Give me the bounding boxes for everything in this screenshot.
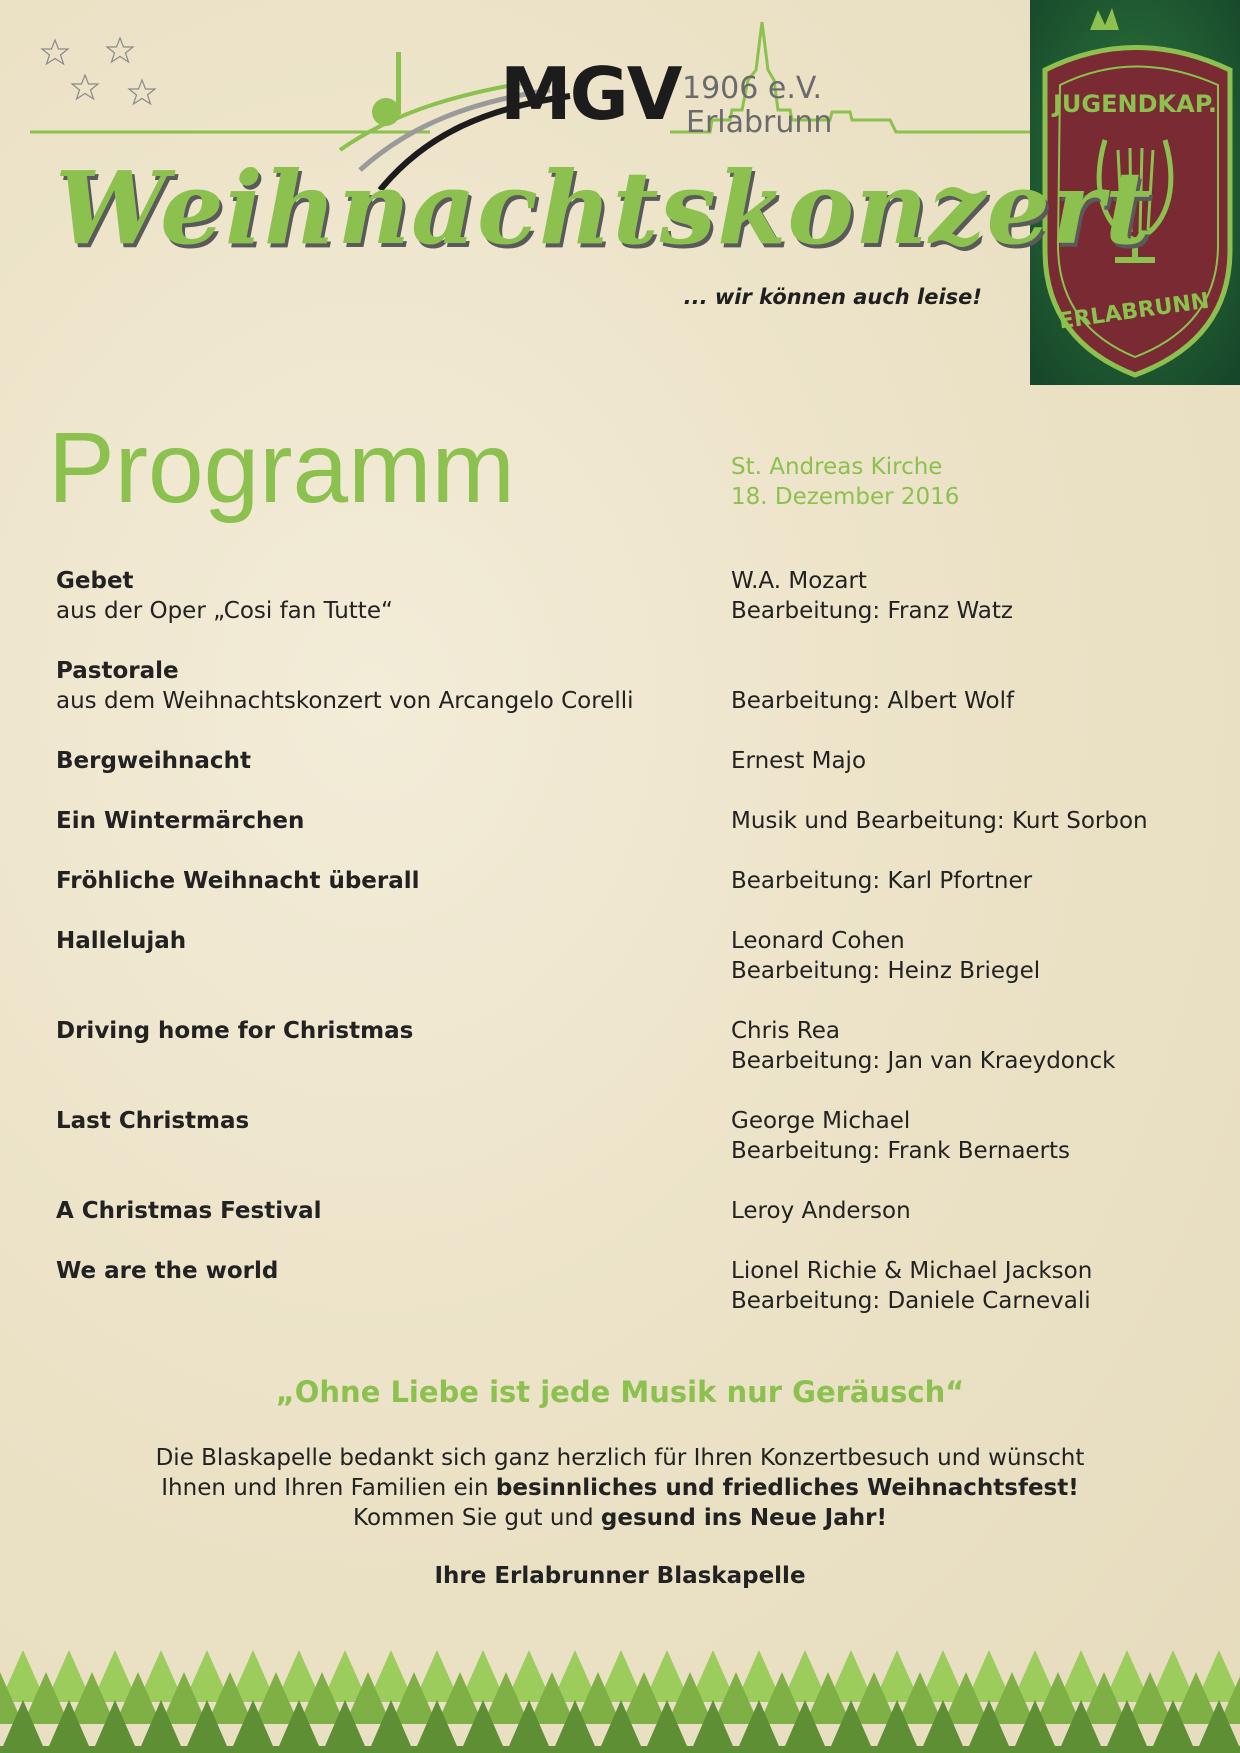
piece-subtitle: aus der Oper „Cosi fan Tutte“ bbox=[56, 598, 393, 624]
piece-title: Bergweihnacht bbox=[56, 748, 251, 774]
piece-composer: Ernest Majo bbox=[731, 748, 867, 774]
venue-name: St. Andreas Kirche bbox=[731, 454, 943, 480]
piece-composer: Bearbeitung: Karl Pfortner bbox=[731, 868, 1033, 894]
piece-arrangement: Bearbeitung: Frank Bernaerts bbox=[731, 1138, 1071, 1164]
patch-bottom-label: ERLABRUNN bbox=[1057, 288, 1211, 335]
piece-title: A Christmas Festival bbox=[56, 1198, 322, 1224]
concert-title: Weihnachtskonzert bbox=[55, 149, 1153, 267]
tagline: ... wir können auch leise! bbox=[683, 285, 982, 309]
piece-title: Pastorale bbox=[56, 658, 179, 684]
concert-date: 18. Dezember 2016 bbox=[731, 484, 960, 510]
piece-composer: Chris Rea bbox=[731, 1018, 840, 1044]
piece-composer: Lionel Richie & Michael Jackson bbox=[731, 1258, 1093, 1284]
thanks-line-3-bold: gesund ins Neue Jahr! bbox=[600, 1505, 887, 1531]
quote: „Ohne Liebe ist jede Musik nur Geräusch“ bbox=[275, 1375, 965, 1409]
program-item-credits bbox=[731, 926, 1191, 986]
program-item-credits bbox=[731, 1196, 1191, 1226]
program-item bbox=[56, 656, 1186, 716]
tree-base bbox=[0, 1746, 1240, 1753]
program-item bbox=[56, 1196, 1186, 1226]
program-item-piece bbox=[56, 1106, 716, 1136]
thanks-line-2 bbox=[0, 1473, 1240, 1503]
piece-composer: Leroy Anderson bbox=[731, 1198, 911, 1224]
piece-composer: Leonard Cohen bbox=[731, 928, 905, 954]
program-item-credits bbox=[731, 1016, 1191, 1076]
program-item-credits bbox=[731, 1106, 1191, 1166]
piece-title: Hallelujah bbox=[56, 928, 187, 954]
thanks-message bbox=[0, 1443, 1240, 1533]
piece-title: Gebet bbox=[56, 568, 134, 594]
thanks-line-3-text: Kommen Sie gut und bbox=[353, 1505, 601, 1531]
program-item-credits bbox=[731, 746, 1191, 776]
program-item bbox=[56, 926, 1186, 986]
thanks-line-3 bbox=[0, 1503, 1240, 1533]
program-item bbox=[56, 746, 1186, 776]
program-item-piece bbox=[56, 746, 716, 776]
program-item-credits bbox=[731, 686, 1191, 716]
thanks-line-2-text: Ihnen und Ihren Familien ein bbox=[161, 1475, 496, 1501]
logo-place: Erlabrunn bbox=[686, 105, 833, 140]
program-heading: Programm bbox=[48, 412, 515, 524]
program-item-piece bbox=[56, 926, 716, 956]
piece-arrangement: Bearbeitung: Albert Wolf bbox=[731, 688, 1015, 714]
piece-title: Fröhliche Weihnacht überall bbox=[56, 868, 420, 894]
program-item-piece bbox=[56, 1016, 716, 1046]
program-item bbox=[56, 1256, 1186, 1316]
piece-title: Driving home for Christmas bbox=[56, 1018, 414, 1044]
program-item-credits bbox=[731, 1256, 1191, 1316]
program-item-piece bbox=[56, 1196, 716, 1226]
piece-arrangement: Bearbeitung: Daniele Carnevali bbox=[731, 1288, 1091, 1314]
piece-arrangement: Bearbeitung: Franz Watz bbox=[731, 598, 1013, 624]
program-item bbox=[56, 806, 1186, 836]
program-item bbox=[56, 1106, 1186, 1166]
thanks-line-1: Die Blaskapelle bedankt sich ganz herzlich für Ihren Konzertbesuch und wünscht bbox=[155, 1445, 1085, 1471]
piece-title: We are the world bbox=[56, 1258, 279, 1284]
program-item-credits bbox=[731, 806, 1191, 836]
piece-title: Ein Wintermärchen bbox=[56, 808, 305, 834]
program-item bbox=[56, 866, 1186, 896]
tree-border-decoration bbox=[0, 1650, 1240, 1753]
piece-composer: W.A. Mozart bbox=[731, 568, 867, 594]
program-item-credits bbox=[731, 866, 1191, 896]
logo-name: MGV bbox=[500, 52, 681, 136]
logo-year: 1906 e.V. bbox=[682, 71, 823, 106]
piece-arrangement: Bearbeitung: Heinz Briegel bbox=[731, 958, 1041, 984]
program-item bbox=[56, 566, 1186, 626]
program-item-piece bbox=[56, 806, 716, 836]
venue-info bbox=[731, 452, 959, 512]
piece-composer: Musik und Bearbeitung: Kurt Sorbon bbox=[731, 808, 1148, 834]
thanks-line-2-bold: besinnliches und friedliches Weihnachtsfest! bbox=[495, 1475, 1079, 1501]
program-item-piece bbox=[56, 656, 716, 716]
piece-title: Last Christmas bbox=[56, 1108, 250, 1134]
patch-top-label: JUGENDKAP. bbox=[1053, 90, 1217, 118]
piece-arrangement: Bearbeitung: Jan van Kraeydonck bbox=[731, 1048, 1116, 1074]
piece-composer: George Michael bbox=[731, 1108, 911, 1134]
program-item-piece bbox=[56, 866, 716, 896]
program-item bbox=[56, 1016, 1186, 1076]
program-item-credits bbox=[731, 566, 1191, 626]
program-item-piece bbox=[56, 1256, 716, 1286]
music-note-icon bbox=[372, 98, 400, 126]
signature: Ihre Erlabrunner Blaskapelle bbox=[434, 1563, 806, 1589]
piece-subtitle: aus dem Weihnachtskonzert von Arcangelo Corelli bbox=[56, 688, 634, 714]
program-item-piece bbox=[56, 566, 716, 626]
